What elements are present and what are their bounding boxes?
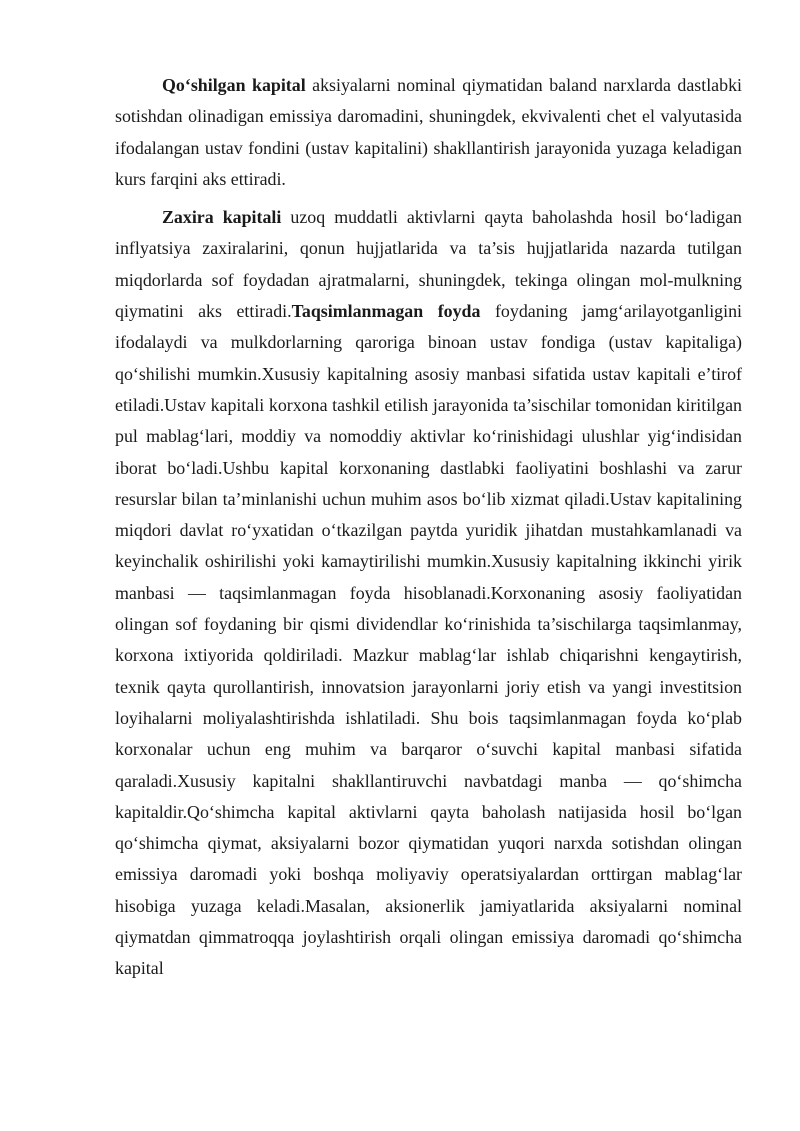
paragraph-reserve-capital xyxy=(115,202,742,984)
document-body xyxy=(115,70,742,985)
paragraph-added-capital xyxy=(115,70,742,195)
paragraph-retained-earnings-text: foydaning jamg‘arilayotganligini ifodalaydi va mulkdorlarning qaroriga binoan ustav fondiga (ustav kapitaliga) qo‘shilishi mumkin.Xususiy kapitalning asosiy manbasi sifatida ustav kapitali e’tirof etiladi.Ustav kapitali korxona tashkil etilish jarayonida ta’sischilar tomonidan kiritilgan pul mablag‘lari, moddiy va nomoddiy aktivlar ko‘rinishidagi ulushlar yig‘indisidan iborat bo‘ladi.Ushbu kapital korxonaning dastlabki faoliyatini boshlashi va zarur resurslar bilan ta’minlanishi uchun muhim asos bo‘lib xizmat qiladi.Ustav kapitalining miqdori davlat ro‘yxatidan o‘tkazilgan paytda yuridik jihatdan mustahkamlanadi va keyinchalik oshirilishi yoki kamaytirilishi mumkin.Xususiy kapitalning ikkinchi yirik manbasi — taqsimlanmagan foyda hisoblanadi.Korxonaning asosiy faoliyatidan olingan sof foydaning bir qismi dividendlar ko‘rinishida ta’sischilarga taqsimlanmay, korxona ixtiyorida qoldiriladi. Mazkur mablag‘lar ishlab chiqarishni kengaytirish, texnik qayta qurollantirish, innovatsion jarayonlarni joriy etish va yangi investitsion loyihalarni moliyalashtirishda ishlatiladi. Shu bois taqsimlanmagan foyda ko‘plab korxonalar uchun eng muhim va barqaror o‘suvchi kapital manbasi sifatida qaraladi.Xususiy kapitalni shakllantiruvchi navbatdagi manba — qo‘shimcha kapitaldir.Qo‘shimcha kapital aktivlarni qayta baholash natijasida hosil bo‘lgan qo‘shimcha qiymat, aksiyalarni bozor qiymatidan yuqori narxda sotishdan olingan emissiya daromadi yoki boshqa moliyaviy operatsiyalardan orttirgan mablag‘lar hisobiga yuzaga keladi.Masalan, aksionerlik jamiyatlarida aksiyalarni nominal qiymatdan qimmatroqqa joylashtirish orqali olingan emissiya daromadi qo‘shimcha kapital xyxy=(115,301,743,979)
term-retained-earnings: Taqsimlanmagan foyda xyxy=(291,301,481,322)
term-added-capital: Qo‘shilgan kapital xyxy=(162,75,306,95)
paragraph-reserve-capital-text: uzoq muddatli aktivlarni qayta baholashda hosil bo‘ladigan inflyatsiya zaxiralarini, qonun hujjatlarida va ta’sis hujjatlarida nazarda tutilgan miqdorlarda sof foydadan ajratmalarni, shuningdek, tekinga olingan mol-mulkning qiymatini aks ettiradi. xyxy=(115,207,742,322)
term-reserve-capital: Zaxira kapitali xyxy=(162,207,282,228)
paragraph-added-capital-text: aksiyalarni nominal qiymatidan baland narxlarda dastlabki sotishdan olinadigan emissiya daromadini, shuningdek, ekvivalenti chet el valyutasida ifodalangan ustav fondini (ustav kapitalini) shakllantirish jarayonida yuzaga keladigan kurs farqini aks ettiradi. xyxy=(115,75,742,189)
